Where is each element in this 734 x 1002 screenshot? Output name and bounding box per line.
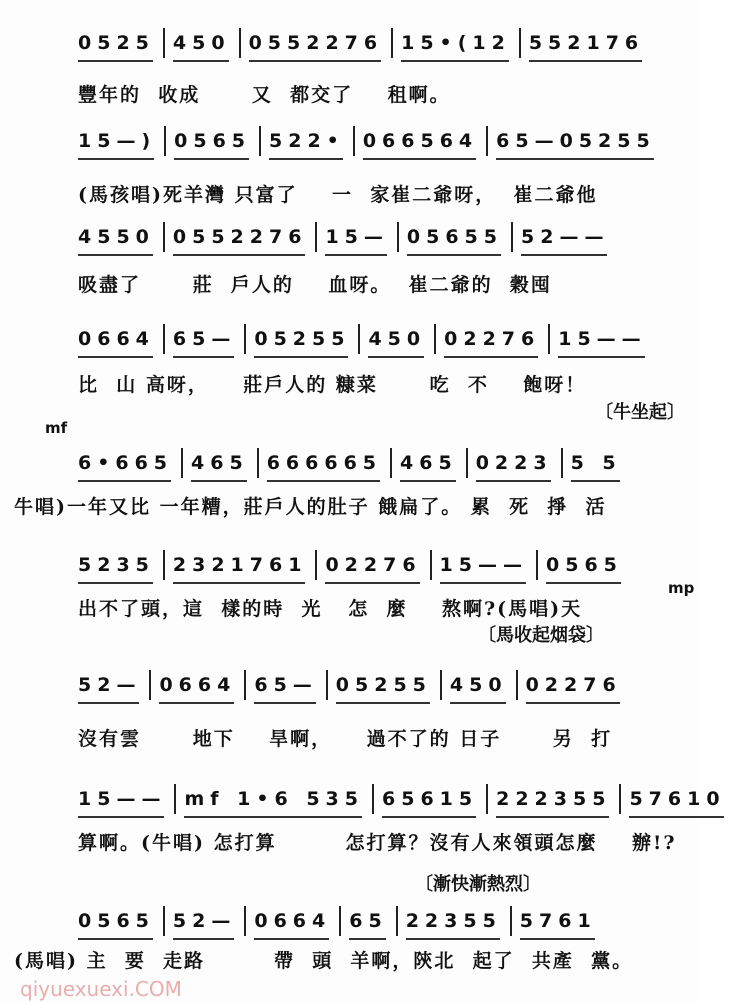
beam-underline	[401, 60, 509, 62]
notation-row	[78, 122, 700, 156]
beam-underline	[368, 356, 424, 358]
watermark: qiyuexuexi.COM	[20, 977, 182, 1001]
lyrics-row: 算啊。(牛唱) 怎打算 怎打算？沒有人來領頭怎麼 辦!?	[78, 832, 677, 854]
beam-underline	[400, 480, 456, 482]
beam-underline	[349, 938, 385, 940]
measure: 05655	[397, 222, 511, 252]
measure: 6•665	[78, 448, 181, 478]
notation-row	[78, 320, 700, 354]
measure: 05255	[244, 324, 358, 354]
stage-direction: 〔馬收起烟袋〕	[478, 625, 604, 646]
beam-underline	[254, 938, 329, 940]
measure: 552176	[519, 28, 652, 58]
measure: 465	[181, 448, 257, 478]
measure: 15——	[548, 324, 654, 354]
measure: 15•(12	[391, 28, 519, 58]
lyrics-row: (馬孩唱)死羊灣 只富了 一 家崔二爺呀， 崔二爺他	[78, 184, 598, 206]
lyrics-row: 吸盡了 莊 戶人的 血呀。 崔二爺的 穀囤	[78, 274, 552, 296]
dynamic-mp: mp	[668, 579, 695, 597]
beam-underline	[526, 702, 620, 704]
beam-underline	[159, 702, 234, 704]
beam-underline	[184, 816, 362, 818]
beam-underline	[173, 60, 229, 62]
measure: 0664	[149, 670, 244, 700]
lyrics-row: 出不了頭，這 樣的時 光 怎 麼 熬啊?(馬唱)天	[78, 598, 583, 620]
beam-underline	[558, 356, 644, 358]
measure: 65—05255	[486, 126, 664, 156]
beam-underline	[249, 60, 382, 62]
beam-underline	[529, 60, 642, 62]
measure: 450	[440, 670, 516, 700]
measure: 02276	[516, 670, 630, 700]
measure: 15——	[78, 784, 174, 814]
beam-underline	[78, 60, 153, 62]
beam-underline	[78, 702, 139, 704]
beam-underline	[496, 158, 654, 160]
beam-underline	[476, 480, 551, 482]
beam-underline	[546, 582, 621, 584]
beam-underline	[78, 254, 153, 256]
measure: 0552276	[239, 28, 392, 58]
lyrics-row: 豐年的 收成 又 都交了 租啊。	[78, 84, 451, 106]
lyrics-row: 比 山 高呀， 莊戶人的 糠菜 吃 不 飽呀！	[78, 374, 587, 396]
measure: 05255	[326, 670, 440, 700]
beam-underline	[173, 582, 306, 584]
measure: 066564	[353, 126, 486, 156]
measure: 15——	[430, 550, 536, 580]
measure: 666665	[257, 448, 390, 478]
beam-underline	[444, 356, 538, 358]
notation-row	[78, 444, 700, 478]
beam-underline	[382, 816, 476, 818]
measure: 450	[163, 28, 239, 58]
measure: 465	[390, 448, 466, 478]
measure: 4550	[78, 222, 163, 252]
measure: mf 1•6 535	[174, 784, 372, 814]
beam-underline	[440, 582, 526, 584]
beam-underline	[269, 158, 343, 160]
beam-underline	[254, 702, 315, 704]
measure: 15—	[315, 222, 396, 252]
stage-direction: 〔漸快漸熱烈〕	[415, 874, 541, 895]
measure: 65	[339, 906, 395, 936]
measure: 52—	[78, 670, 149, 700]
lyrics-row: 沒有雲 地下 旱啊， 過不了的 日子 另 打	[78, 728, 613, 750]
beam-underline	[496, 816, 609, 818]
beam-underline	[325, 582, 419, 584]
measure: 0223	[466, 448, 561, 478]
beam-underline	[629, 816, 723, 818]
beam-underline	[407, 254, 501, 256]
beam-underline	[173, 356, 234, 358]
notation-row	[78, 902, 700, 936]
beam-underline	[571, 480, 620, 482]
beam-underline	[336, 702, 430, 704]
beam-underline	[521, 254, 607, 256]
beam-underline	[78, 816, 164, 818]
lyrics-row: 牛唱)一年又比 一年糟，莊戶人的肚子 餓扁了。 累 死 掙 活	[14, 496, 607, 518]
measure: 0525	[78, 28, 163, 58]
notation-row	[78, 666, 700, 700]
beam-underline	[406, 938, 500, 940]
beam-underline	[254, 356, 348, 358]
beam-underline	[173, 938, 234, 940]
beam-underline	[78, 938, 153, 940]
beam-underline	[363, 158, 476, 160]
beam-underline	[78, 582, 153, 584]
beam-underline	[78, 356, 153, 358]
beam-underline	[191, 480, 247, 482]
notation-row	[78, 546, 700, 580]
measure: 02276	[315, 550, 429, 580]
measure: 522•	[259, 126, 353, 156]
measure: 65—	[163, 324, 244, 354]
notation-row	[78, 218, 700, 252]
measure: 65—	[244, 670, 325, 700]
dynamic-mf: mf	[45, 419, 68, 437]
measure: 450	[358, 324, 434, 354]
measure: 0565	[164, 126, 259, 156]
notation-row	[78, 24, 700, 58]
beam-underline	[325, 254, 386, 256]
measure: 0664	[78, 324, 163, 354]
measure: 5235	[78, 550, 163, 580]
measure: 0664	[244, 906, 339, 936]
beam-underline	[78, 158, 154, 160]
stage-direction: 〔牛坐起〕	[595, 402, 685, 423]
measure: 5 5	[561, 448, 630, 478]
beam-underline	[78, 480, 171, 482]
measure: 0552276	[163, 222, 316, 252]
measure: 65615	[372, 784, 486, 814]
beam-underline	[520, 938, 595, 940]
measure: 52—	[163, 906, 244, 936]
measure: 2321761	[163, 550, 316, 580]
measure: 0565	[78, 906, 163, 936]
measure: 0565	[536, 550, 631, 580]
beam-underline	[267, 480, 380, 482]
measure: 5761	[510, 906, 605, 936]
measure: 02276	[434, 324, 548, 354]
measure: 15—)	[78, 126, 164, 156]
measure: 52——	[511, 222, 617, 252]
measure: 22355	[396, 906, 510, 936]
beam-underline	[450, 702, 506, 704]
notation-row	[78, 780, 726, 814]
lyrics-row: (馬唱) 主 要 走路 帶 頭 羊啊，陝北 起了 共產 黨。	[14, 950, 634, 972]
beam-underline	[173, 254, 306, 256]
beam-underline	[174, 158, 249, 160]
measure: 222355	[486, 784, 619, 814]
measure: 57610	[619, 784, 733, 814]
